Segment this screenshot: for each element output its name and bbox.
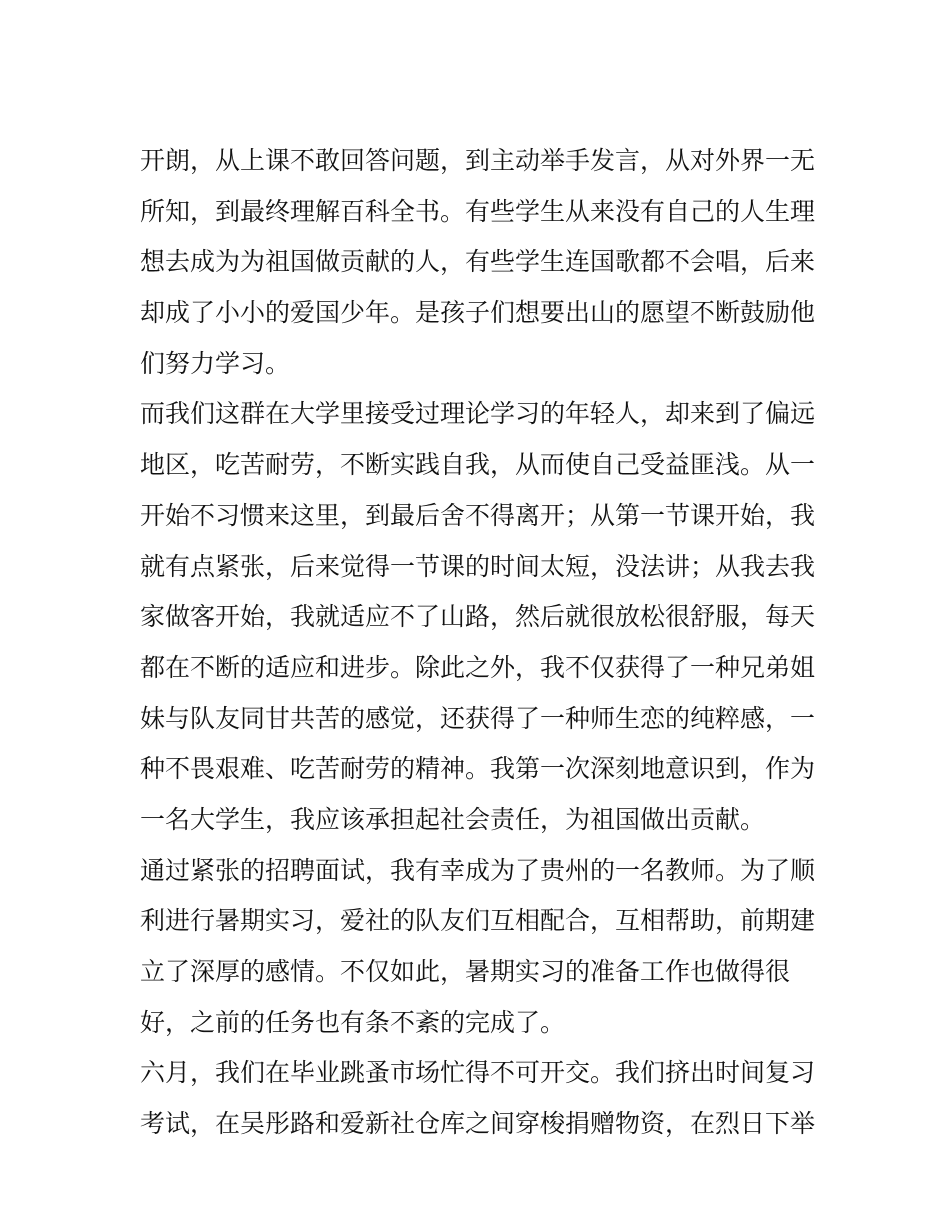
text-line-9: 就有点紧张，后来觉得一节课的时间太短，没法讲；从我去我: [140, 551, 816, 581]
text-line-18: 好，之前的任务也有条不紊的完成了。: [140, 1007, 566, 1037]
text-line-3: 想去成为为祖国做贡献的人，有些学生连国歌都不会唱，后来: [140, 247, 816, 277]
text-line-8: 开始不习惯来这里，到最后舍不得离开；从第一节课开始，我: [140, 500, 816, 530]
text-line-19: 六月，我们在毕业跳蚤市场忙得不可开交。我们挤出时间复习: [140, 1058, 816, 1088]
text-line-2: 所知，到最终理解百科全书。有些学生从来没有自己的人生理: [140, 196, 816, 226]
text-line-5: 们努力学习。: [140, 348, 291, 378]
text-line-6: 而我们这群在大学里接受过理论学习的年轻人，却来到了偏远: [140, 399, 816, 429]
text-line-11: 都在不断的适应和进步。除此之外，我不仅获得了一种兄弟姐: [140, 652, 816, 682]
text-line-7: 地区，吃苦耐劳，不断实践自我，从而使自己受益匪浅。从一: [140, 450, 816, 480]
text-line-1: 开朗，从上课不敢回答问题，到主动举手发言，从对外界一无: [140, 146, 816, 175]
text-line-10: 家做客开始，我就适应不了山路，然后就很放松很舒服，每天: [140, 602, 816, 632]
text-line-16: 利进行暑期实习，爱社的队友们互相配合，互相帮助，前期建: [140, 906, 816, 936]
text-line-12: 妹与队友同甘共苦的感觉，还获得了一种师生恋的纯粹感，一: [140, 703, 816, 733]
text-line-15: 通过紧张的招聘面试，我有幸成为了贵州的一名教师。为了顺: [140, 855, 816, 885]
text-line-14: 一名大学生，我应该承担起社会责任，为祖国做出贡献。: [140, 804, 766, 834]
text-line-17: 立了深厚的感情。不仅如此，暑期实习的准备工作也做得很: [140, 957, 791, 986]
text-line-4: 却成了小小的爱国少年。是孩子们想要出山的愿望不断鼓励他: [140, 298, 816, 328]
document-body: [140, 136, 816, 1150]
text-line-20: 考试，在吴彤路和爱新社仓库之间穿梭捐赠物资，在烈日下举: [140, 1109, 816, 1139]
text-line-13: 种不畏艰难、吃苦耐劳的精神。我第一次深刻地意识到，作为: [140, 754, 816, 784]
